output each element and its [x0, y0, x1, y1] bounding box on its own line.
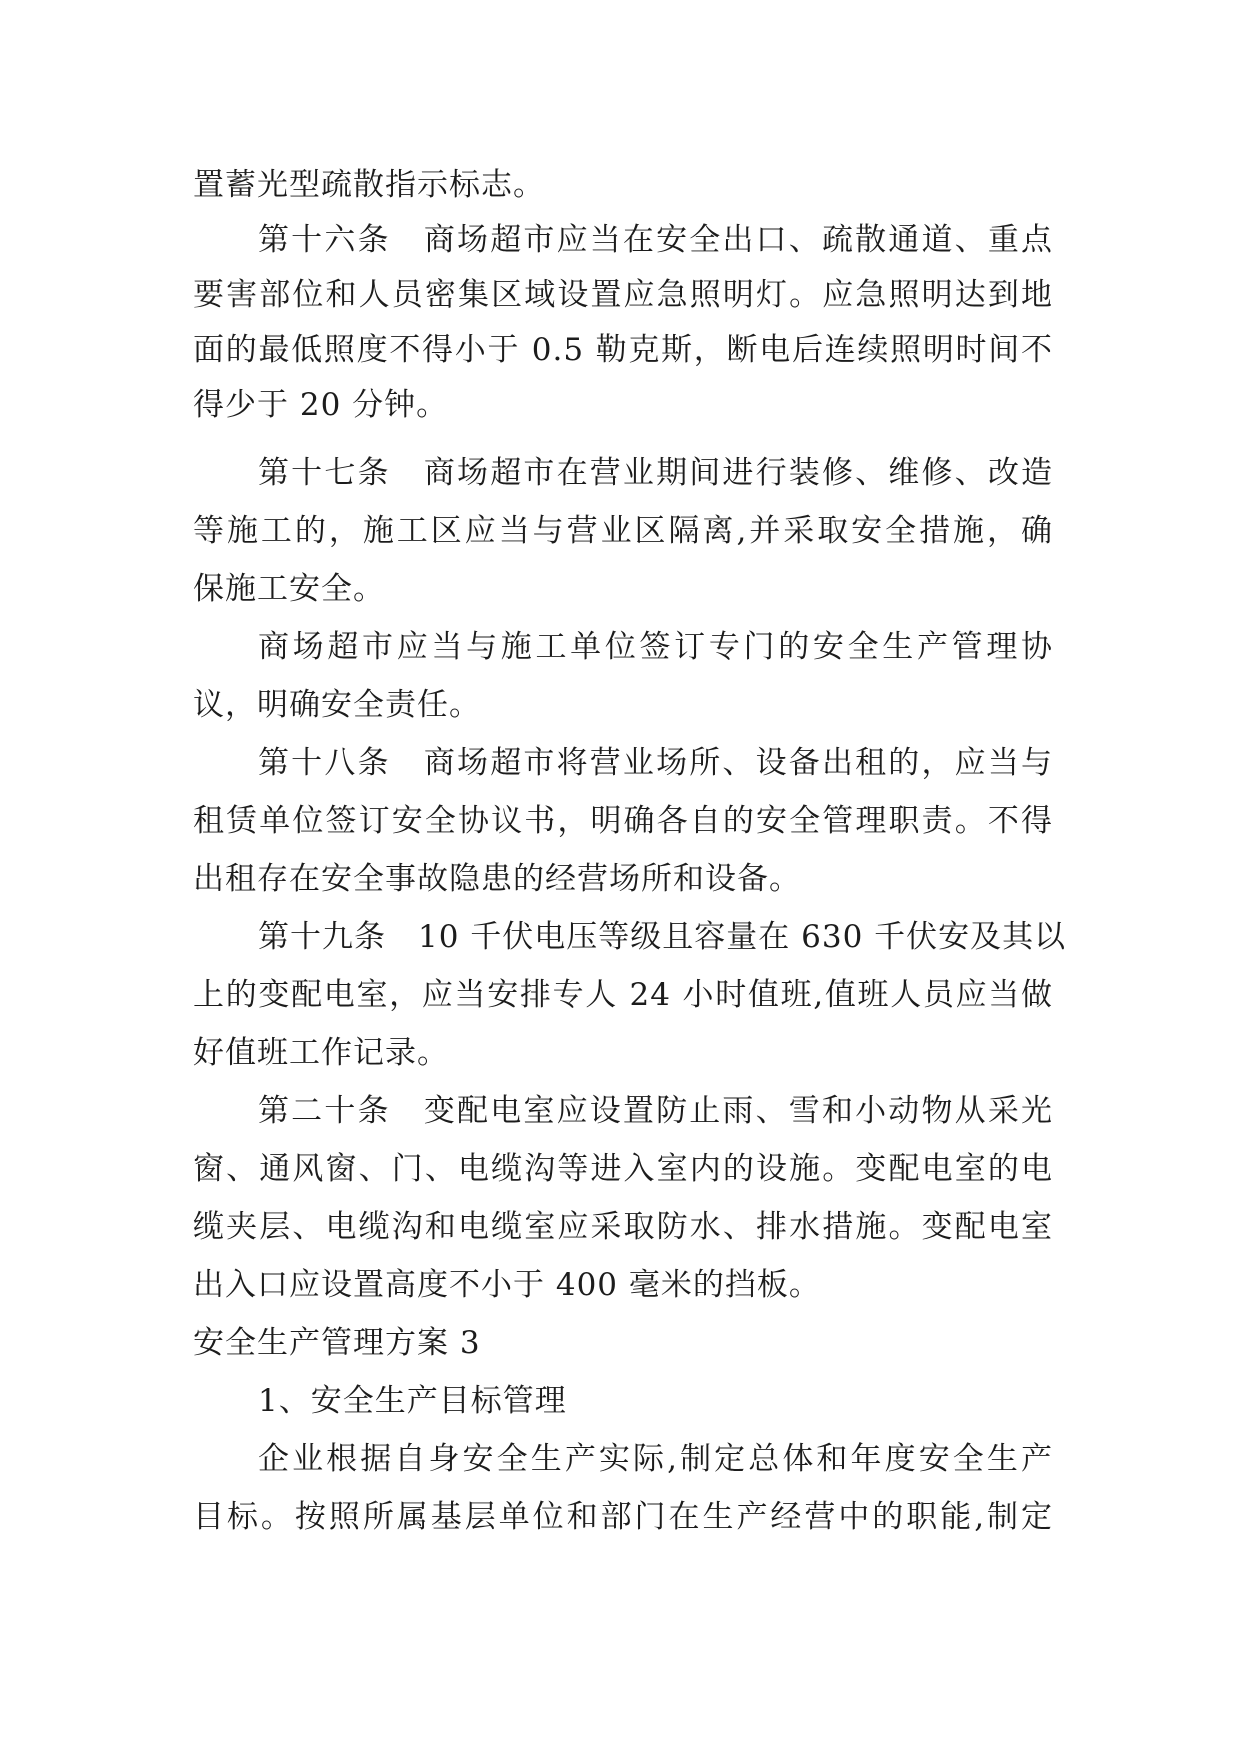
text-line-13: 出租存在安全事故隐患的经营场所和设备。: [193, 861, 801, 897]
text-line-23: 企业根据自身安全生产实际,制定总体和年度安全生产: [258, 1441, 1053, 1477]
text-line-12: 租赁单位签订安全协议书，明确各自的安全管理职责。不得: [193, 803, 1053, 839]
subsection-heading: 1、安全生产目标管理: [258, 1383, 567, 1419]
text-line-8: 保施工安全。: [193, 571, 385, 607]
text-line-14: 第十九条 10 千伏电压等级且容量在 630 千伏安及其以: [258, 919, 1067, 955]
text-line-2: 第十六条 商场超市应当在安全出口、疏散通道、重点: [258, 222, 1053, 258]
text-line-19: 缆夹层、电缆沟和电缆室应采取防水、排水措施。变配电室: [193, 1209, 1053, 1245]
text-line-11: 第十八条 商场超市将营业场所、设备出租的，应当与: [258, 745, 1053, 781]
text-line-9: 商场超市应当与施工单位签订专门的安全生产管理协: [258, 629, 1053, 665]
text-line-3: 要害部位和人员密集区域设置应急照明灯。应急照明达到地: [193, 277, 1053, 313]
text-line-10: 议，明确安全责任。: [193, 687, 481, 723]
text-line-20: 出入口应设置高度不小于 400 毫米的挡板。: [193, 1267, 821, 1303]
text-line-15: 上的变配电室，应当安排专人 24 小时值班,值班人员应当做: [193, 977, 1053, 1013]
text-line-24: 目标。按照所属基层单位和部门在生产经营中的职能,制定: [193, 1499, 1053, 1535]
text-line-6: 第十七条 商场超市在营业期间进行装修、维修、改造: [258, 455, 1053, 491]
text-line-5: 得少于 20 分钟。: [193, 387, 449, 423]
text-line-4: 面的最低照度不得小于 0.5 勒克斯，断电后连续照明时间不: [193, 332, 1053, 368]
text-line-1: 置蓄光型疏散指示标志。: [193, 167, 545, 203]
text-line-7: 等施工的，施工区应当与营业区隔离,并采取安全措施，确: [193, 513, 1053, 549]
section-heading: 安全生产管理方案 3: [193, 1325, 481, 1361]
text-line-18: 窗、通风窗、门、电缆沟等进入室内的设施。变配电室的电: [193, 1151, 1053, 1187]
text-line-16: 好值班工作记录。: [193, 1035, 449, 1071]
text-line-17: 第二十条 变配电室应设置防止雨、雪和小动物从采光: [258, 1093, 1053, 1129]
